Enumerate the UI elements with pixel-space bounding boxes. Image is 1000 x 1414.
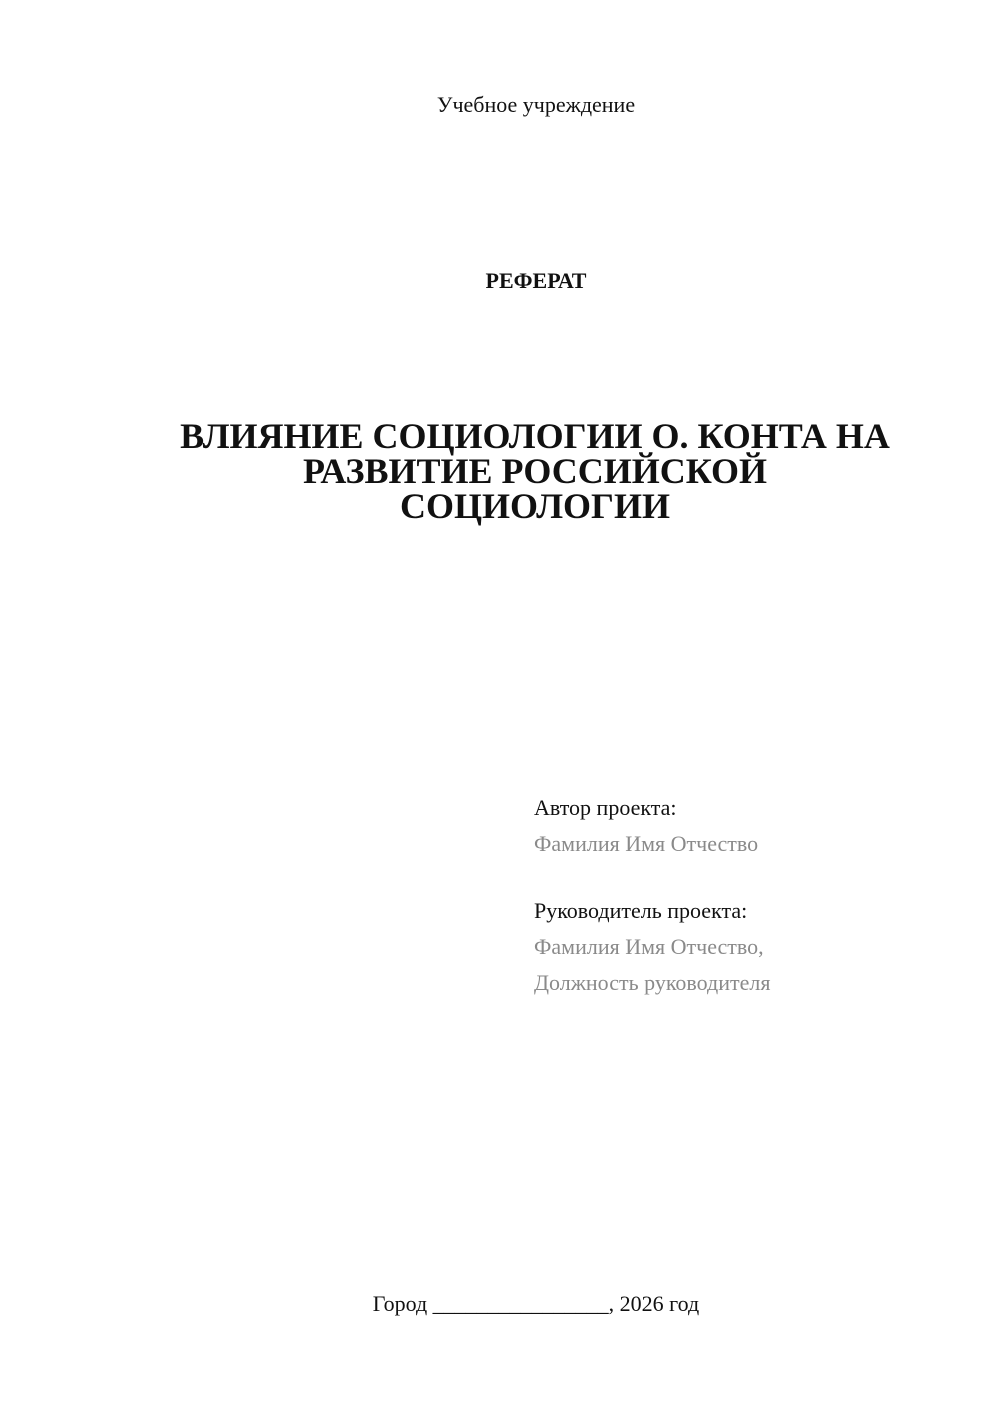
author-block [534, 790, 758, 862]
city-year-footer: Город ________________, 2026 год [372, 1291, 700, 1316]
supervisor-block [534, 893, 770, 1001]
supervisor-label: Руководитель проекта: [534, 898, 748, 923]
author-label: Автор проекта: [534, 795, 677, 820]
author-name: Фамилия Имя Отчество [534, 831, 759, 856]
document-type: РЕФЕРАТ [485, 268, 587, 293]
title-line-3: СОЦИОЛОГИИ [400, 486, 670, 526]
title-line-2: РАЗВИТИЕ РОССИЙСКОЙ [303, 451, 767, 491]
title-line-1: ВЛИЯНИЕ СОЦИОЛОГИИ О. КОНТА НА [180, 416, 890, 456]
institution-name: Учебное учреждение [436, 92, 636, 117]
supervisor-name: Фамилия Имя Отчество, [534, 934, 764, 959]
document-title [120, 416, 950, 526]
supervisor-position: Должность руководителя [534, 970, 771, 995]
